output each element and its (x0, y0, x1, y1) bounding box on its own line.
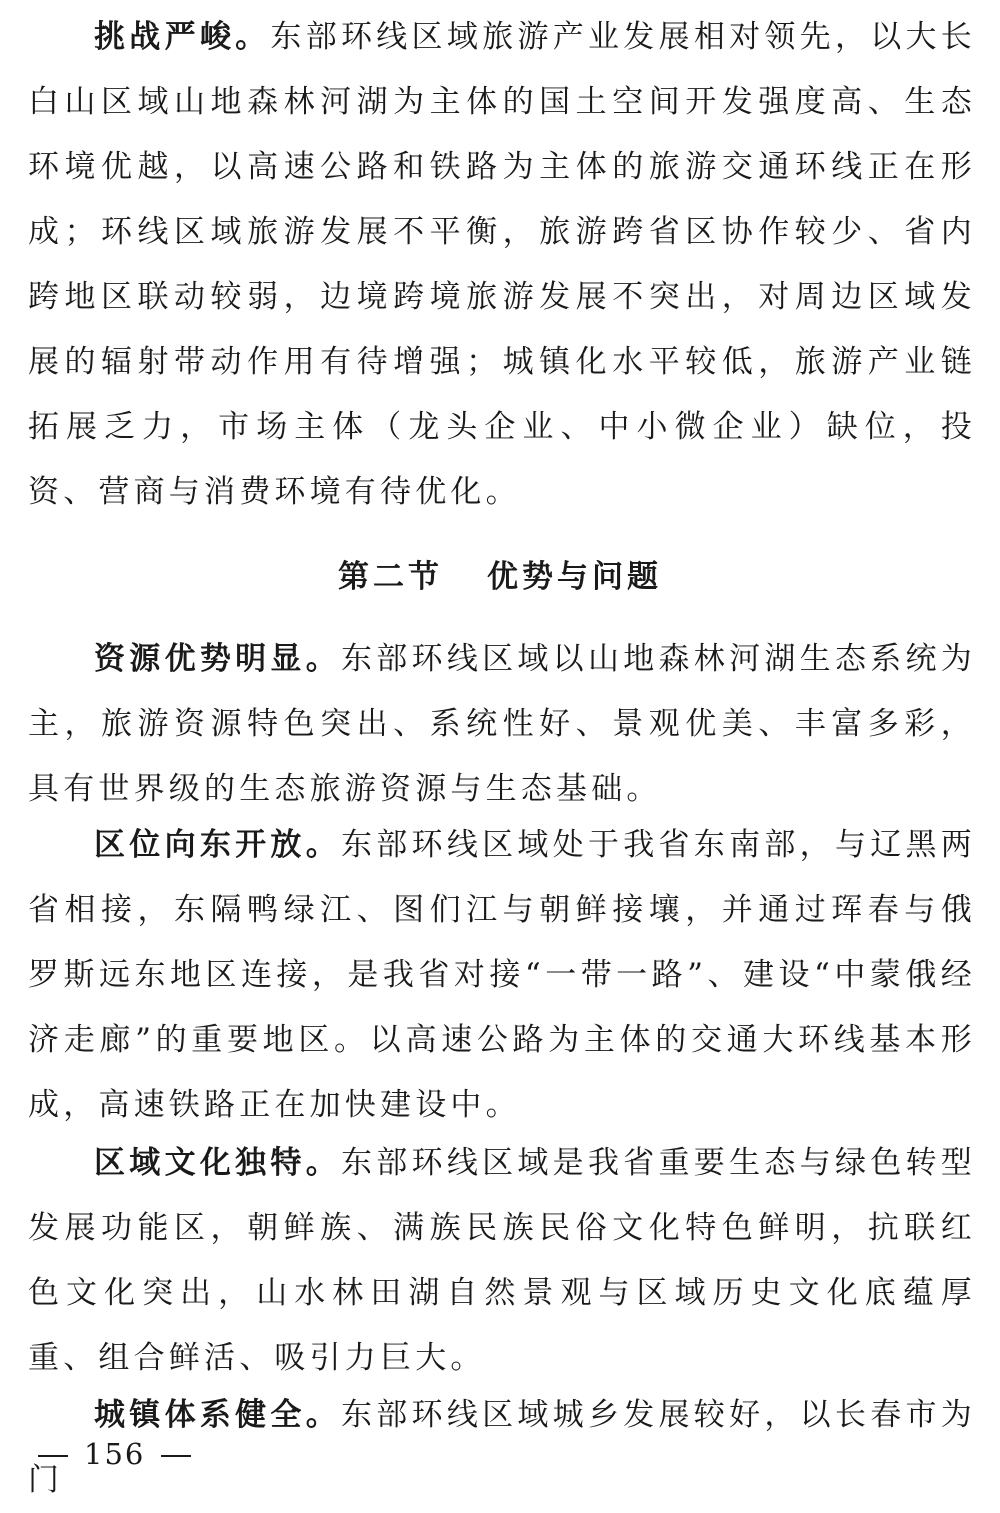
paragraph-lead: 城镇体系健全。 (94, 1397, 341, 1433)
page-number-dash-right (161, 1455, 191, 1457)
paragraph-resources (28, 627, 976, 822)
page-number (38, 1432, 191, 1476)
paragraph-challenges (28, 5, 976, 525)
section-number: 第二节 (338, 559, 443, 595)
paragraph-lead: 挑战严峻。 (94, 19, 271, 55)
paragraph-body: 东部环线区域城乡发展较好，以长春市为门 (28, 1397, 976, 1498)
paragraph-lead: 区域文化独特。 (94, 1145, 341, 1181)
page-number-dash-left (38, 1455, 68, 1457)
page-number-value: 156 (84, 1437, 146, 1471)
section-title-text: 优势与问题 (487, 559, 662, 595)
paragraph-lead: 区位向东开放。 (94, 827, 341, 863)
section-heading (0, 548, 1000, 606)
paragraph-body: 东部环线区域是我省重要生态与绿色转型发展功能区，朝鲜族、满族民族民俗文化特色鲜明，抗联红色文化突出，山水林田湖自然景观与区域历史文化底蕴厚重、组合鲜活、吸引力巨大。 (28, 1145, 976, 1376)
paragraph-body: 东部环线区域旅游产业发展相对领先，以大长白山区域山地森林河湖为主体的国土空间开发强度高、生态环境优越，以高速公路和铁路为主体的旅游交通环线正在形成；环线区域旅游发展不平衡，旅游跨省区协作较少、省内跨地区联动较弱，边境跨境旅游发展不突出，对周边区域发展的辐射带动作用有待增强；城镇化水平较低，旅游产业链拓展乏力，市场主体（龙头企业、中小微企业）缺位，投资、营商与消费环境有待优化。 (28, 19, 977, 510)
paragraph-body: 东部环线区域以山地森林河湖生态系统为主，旅游资源特色突出、系统性好、景观优美、丰富多彩，具有世界级的生态旅游资源与生态基础。 (28, 641, 976, 807)
paragraph-location (28, 813, 976, 1138)
paragraph-lead: 资源优势明显。 (94, 641, 341, 677)
paragraph-body: 东部环线区域处于我省东南部，与辽黑两省相接，东隔鸭绿江、图们江与朝鲜接壤，并通过珲春与俄罗斯远东地区连接，是我省对接“一带一路”、建设“中蒙俄经济走廊”的重要地区。以高速公路为主体的交通大环线基本形成，高速铁路正在加快建设中。 (28, 827, 976, 1123)
paragraph-culture (28, 1131, 976, 1391)
